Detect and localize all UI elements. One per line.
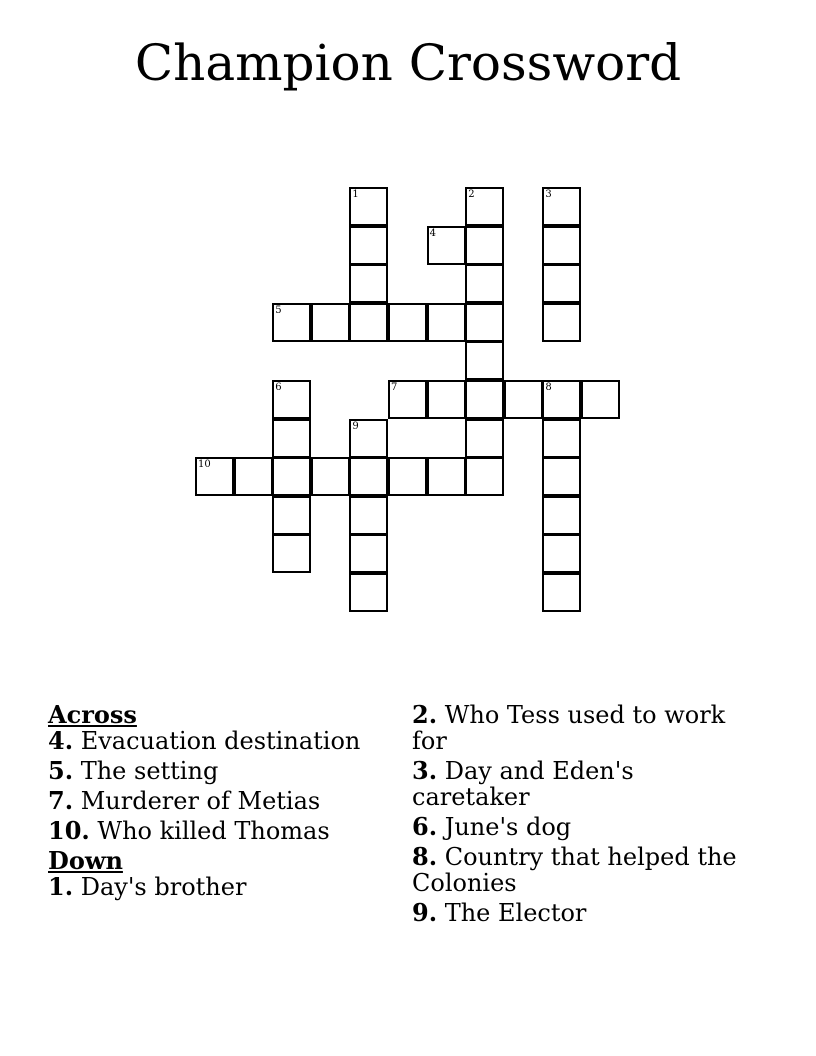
crossword-cell[interactable] [542,380,581,419]
page-title: Champion Crossword [134,34,682,92]
crossword-cell[interactable] [311,457,350,496]
down-clue-list-right [412,702,752,926]
crossword-cell[interactable] [542,534,581,573]
clue-item [48,788,388,814]
cell-number: 10 [198,459,211,471]
crossword-cell[interactable] [465,341,504,380]
clue-text: Country that helped the Colonies [412,843,737,897]
crossword-cell[interactable] [465,419,504,458]
clues-left-column [48,702,388,904]
clue-item [48,728,388,754]
clue-number: 3. [412,756,438,785]
crossword-cell[interactable] [427,226,466,265]
clue-item [412,814,752,840]
clue-number: 2. [412,700,438,729]
cell-number: 2 [468,189,475,200]
crossword-cell[interactable] [427,380,466,419]
clue-number: 8. [412,842,438,871]
crossword-cell[interactable] [427,303,466,342]
clue-text: Evacuation destination [80,727,361,755]
crossword-cell[interactable] [504,380,543,419]
cell-number: 9 [352,420,359,432]
cell-number: 1 [352,189,359,200]
clue-number: 9. [412,898,438,927]
clue-text: The Elector [444,899,587,927]
crossword-cell[interactable] [195,457,234,496]
crossword-cell[interactable] [427,457,466,496]
clue-number: 1. [48,872,74,901]
crossword-cell[interactable] [272,419,311,458]
crossword-cell[interactable] [465,264,504,303]
clues-right-column [412,702,752,930]
clue-text: Who killed Thomas [97,817,330,845]
crossword-cell[interactable] [465,457,504,496]
clue-text: Murderer of Metias [80,787,321,815]
crossword-cell[interactable] [272,380,311,419]
cell-number: 7 [391,382,398,393]
crossword-cell[interactable] [542,187,581,226]
crossword-cell[interactable] [388,457,427,496]
clue-number: 4. [48,726,74,755]
crossword-cell[interactable] [542,264,581,303]
clue-number: 6. [412,812,438,841]
clue-number: 7. [48,786,74,815]
across-clue-list [48,728,388,844]
crossword-cell[interactable] [272,303,311,342]
crossword-cell[interactable] [542,457,581,496]
crossword-cell[interactable] [349,303,388,342]
cell-number: 6 [275,382,282,393]
crossword-cell[interactable] [272,496,311,535]
clue-text: June's dog [444,813,572,841]
crossword-cell[interactable] [542,303,581,342]
crossword-cell[interactable] [349,457,388,496]
crossword-cell[interactable] [349,534,388,573]
crossword-cell[interactable] [542,496,581,535]
crossword-cell[interactable] [465,303,504,342]
cell-number: 5 [275,304,282,316]
crossword-cell[interactable] [272,534,311,573]
down-heading: Down [48,846,123,875]
clue-item [48,758,388,784]
crossword-cell[interactable] [465,187,504,226]
crossword-cell[interactable] [311,303,350,342]
cell-number: 4 [429,227,436,239]
crossword-cell[interactable] [272,457,311,496]
clue-item [412,758,752,810]
crossword-cell[interactable] [542,573,581,612]
clue-text: Day and Eden's caretaker [412,757,634,811]
cell-number: 8 [545,382,552,393]
clue-item [412,702,752,754]
crossword-cell[interactable] [581,380,620,419]
crossword-cell[interactable] [542,226,581,265]
clue-item [48,818,388,844]
clue-text: The setting [80,757,219,785]
crossword-cell[interactable] [349,419,388,458]
crossword-cell[interactable] [234,457,273,496]
down-clue-list-left [48,874,388,900]
crossword-cell[interactable] [388,303,427,342]
crossword-cell[interactable] [349,496,388,535]
across-heading: Across [48,700,137,729]
crossword-cell[interactable] [388,380,427,419]
crossword-cell[interactable] [349,264,388,303]
crossword-cell[interactable] [542,419,581,458]
clue-item [412,900,752,926]
clue-text: Day's brother [80,873,247,901]
clue-number: 5. [48,756,74,785]
crossword-cell[interactable] [465,380,504,419]
crossword-cell[interactable] [349,573,388,612]
clue-text: Who Tess used to work for [412,701,726,755]
crossword-cell[interactable] [349,187,388,226]
clue-item [48,874,388,900]
crossword-cell[interactable] [465,226,504,265]
crossword-cell[interactable] [349,226,388,265]
cell-number: 3 [545,189,552,200]
clue-item [412,844,752,896]
clue-number: 10. [48,816,90,845]
